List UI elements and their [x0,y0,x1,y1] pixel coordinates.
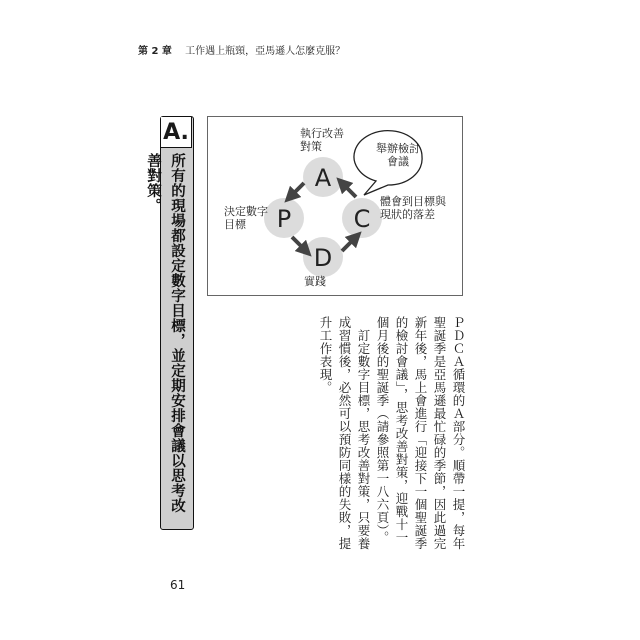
label-p: 決定數字 目標 [224,205,268,231]
node-p-letter: P [276,205,292,233]
chapter-label: 第 2 章 [138,46,172,57]
answer-text: 所有的現場都設定數字目標，並定期安排會議以思考改善對策。 [145,153,185,513]
label-c: 體會到目標與 現狀的落差 [380,195,446,221]
running-header [138,42,345,57]
node-c-letter: C [353,205,371,233]
label-a: 執行改善 對策 [300,127,344,153]
answer-letter: A. [161,117,192,148]
arrow-p-to-d [292,237,306,251]
page-number: 61 [170,578,186,592]
answer-box [145,116,194,530]
arrow-a-to-p [290,183,304,197]
node-a-letter: A [314,164,332,192]
pdca-diagram [207,116,463,296]
body-paragraph-2: 訂定數字目標，思考改善對策，只要養成習慣後，必然可以預防同樣的失敗，提升工作表現。 [318,316,371,550]
body-text [248,316,468,556]
bubble-label: 舉辦檢討 會議 [376,142,420,168]
body-paragraph-1: ＰＤＣＡ循環的Ａ部分。順帶一提，每年聖誕季是亞馬遜最忙碌的季節，因此過完新年後，馬上會進行「迎接下一個聖誕季的檢討會議」，思考改善對策，迎戰十一個月後的聖誕季（請參照第一八六頁）。 [375,316,466,550]
chapter-title: 工作遇上瓶頸，亞馬遜人怎麼克服？ [185,46,346,57]
node-d-letter: D [313,244,333,272]
arrow-c-to-a [342,183,356,197]
arrow-d-to-c [342,237,356,251]
label-d: 實踐 [304,275,326,288]
